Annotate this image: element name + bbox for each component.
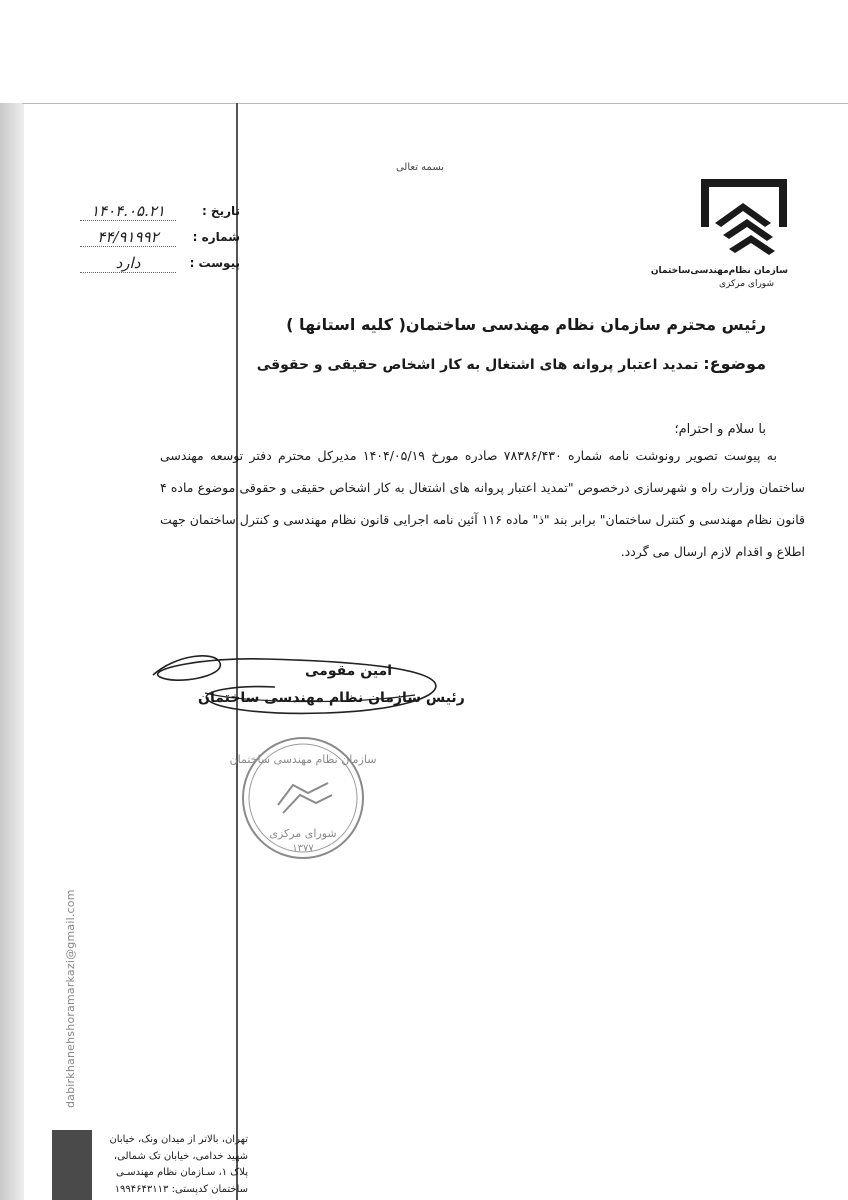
letter-body bbox=[160, 440, 805, 568]
signer-title: رئیس سازمان نظام مهندسی ساختمان bbox=[198, 690, 465, 706]
address-line: ساختمان کدپستی: ۱۹۹۴۶۴۳۱۱۳ bbox=[114, 1183, 248, 1195]
stamp-top-text: سازمان نظام مهندسی ساختمان bbox=[229, 753, 377, 766]
date-label: تاریخ : bbox=[201, 204, 240, 218]
subject-line bbox=[257, 354, 766, 373]
stamp-year: ۱۳۷۷ bbox=[292, 843, 314, 854]
footer-email: dabirkhanehshoramarkazi@gmail.com bbox=[64, 889, 77, 1108]
attachment-label: پیوست : bbox=[189, 256, 240, 270]
date-value: ۱۴۰۴.۰۵.۲۱ bbox=[80, 202, 176, 221]
page-edge-shadow bbox=[0, 103, 24, 1200]
address-line: پلاک ۱، سـازمان نظام مهندسـی bbox=[115, 1167, 248, 1178]
number-label: شماره : bbox=[192, 230, 240, 244]
address-line: شهید خدامی، خیابان تک شمالی، bbox=[113, 1150, 248, 1162]
subject-label: موضوع: bbox=[703, 354, 766, 373]
organization-logo-icon bbox=[693, 175, 793, 265]
organization-name: سازمان نظام‌مهندسی‌ساختمان bbox=[650, 266, 788, 276]
signer-name: امین مقومی bbox=[305, 663, 393, 679]
handwritten-signature-icon bbox=[145, 645, 445, 725]
greeting: با سلام و احترام؛ bbox=[674, 422, 766, 437]
subject-text: تمدید اعتبار پروانه های اشتغال به کار اشخاص حقیقی و حقوقی bbox=[256, 357, 699, 373]
number-value: ۴۴/۹۱۹۹۲ bbox=[80, 228, 176, 247]
organization-subtitle: شورای مرکزی bbox=[718, 279, 774, 289]
address-line: تهران، بالاتر از میدان ونک، خیابان bbox=[109, 1134, 248, 1145]
footer-address bbox=[100, 1132, 248, 1198]
page-top-edge bbox=[22, 103, 848, 104]
basmala: بسمه تعالی bbox=[395, 162, 445, 173]
date-row bbox=[80, 202, 240, 224]
official-stamp-icon bbox=[229, 733, 377, 863]
attachment-value: دارد bbox=[80, 254, 176, 273]
stamp-bottom-text: شورای مرکزی bbox=[269, 827, 337, 840]
body-paragraph: به پیوست تصویر رونوشت نامه شماره ۷۸۳۸۶/۴۳۰ صادره مورخ ۱۴۰۴/۰۵/۱۹ مدیرکل محترم دفتر توسعه مهندسی ساختمان وزارت راه و شهرسازی درخصوص "تمدید اعتبار پروانه های اشتغال به کار اشخاص حقیقی و حقوقی موضوع ماده ۴ قانون نظام مهندسی و کنترل ساختمان" برابر بند "ذ" ماده ۱۱۶ آئین نامه اجرایی قانون نظام مهندسی و کنترل ساختمان جهت اطلاع و اقدام لازم ارسال می گردد. bbox=[160, 448, 805, 559]
footer-bar bbox=[52, 1130, 92, 1200]
attachment-row bbox=[80, 254, 240, 276]
addressee: رئیس محترم سازمان نظام مهندسی ساختمان( کلیه استانها ) bbox=[286, 315, 766, 334]
number-row bbox=[80, 228, 240, 250]
